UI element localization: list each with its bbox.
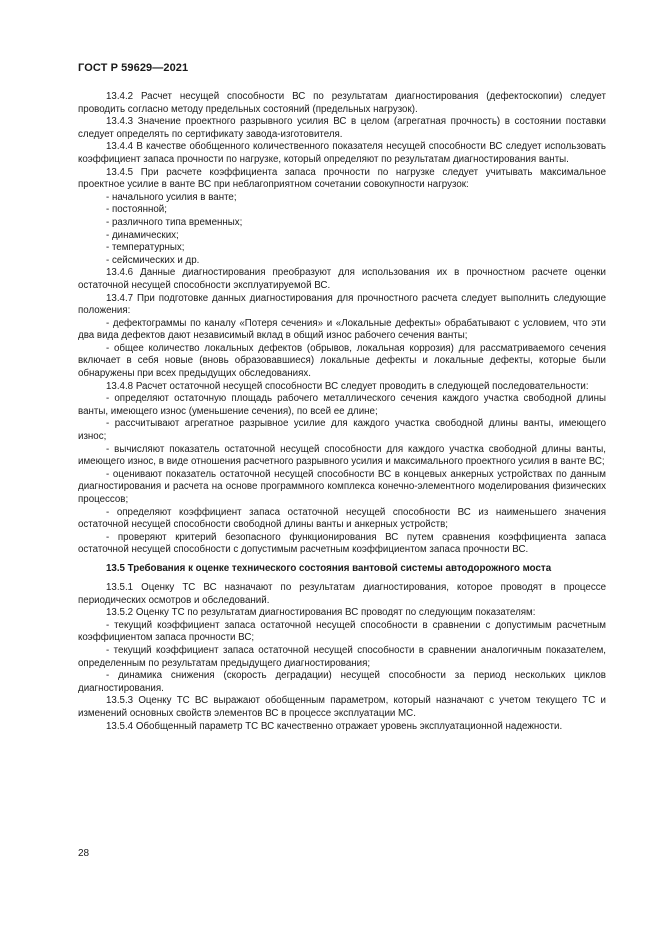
list-item: - оценивают показатель остаточной несущей способности ВС в концевых анкерных устройствах по данным диагностирования и расчета на основе программного комплекса конечно-элементного моделирования физических процессов; [78,468,606,505]
document-body [78,91,606,733]
list-item: - сейсмических и др. [106,254,200,266]
list-item: - температурных; [106,242,185,254]
list-item: - определяют остаточную площадь рабочего металлического сечения каждого участка свободной длины ванты, имеющего износ (уменьшение сечения), по всей ее длине; [78,393,606,417]
list-item: - рассчитывают агрегатное разрывное усилие для каждого участка свободной длины ванты, имеющего износ; [78,418,606,443]
section-heading: 13.5 Требования к оценке технического состояния вантовой системы автодорожного моста [106,563,552,575]
paragraph: 13.4.4 В качестве обобщенного количественного показателя несущей способности ВС следует использовать коэффициент запаса прочности по нагрузке, который определяют по результатам диагностирования ванты. [78,141,606,165]
list-item: - различного типа временных; [106,216,243,228]
paragraph: 13.4.3 Значение проектного разрывного усилия ВС в целом (агрегатная прочность) в состоянии поставки следует определять по сертификату завода-изготовителя. [78,116,606,140]
paragraph: 13.4.8 Расчет остаточной несущей способности ВС следует проводить в следующей последовательности: [106,380,589,392]
list-item: - дефектограммы по каналу «Потеря сечения» и «Локальные дефекты» обрабатывают с условием, что эти два вида дефектов дают независимый вклад в общий износ рабочего сечения ванты; [78,317,606,342]
document-header: ГОСТ Р 59629—2021 [78,62,189,74]
paragraph: 13.5.2 Оценку ТС по результатам диагностирования ВС проводят по следующим показателям: [106,607,536,619]
page-number: 28 [78,848,90,859]
paragraph: 13.5.4 Обобщенный параметр ТС ВС качественно отражает уровень эксплуатационной надежности. [106,720,563,732]
paragraph: 13.4.6 Данные диагностирования преобразуют для использования их в прочностном расчете оценки остаточной несущей способности эксплуатируемой ВС. [78,267,606,291]
list-item: - текущий коэффициент запаса остаточной несущей способности в сравнении с допустимым расчетным коэффициентом запаса прочности ВС; [78,619,606,644]
list-item: - текущий коэффициент запаса остаточной несущей способности в сравнении аналогичным показателем, определенным по результатам предыдущего диагностирования; [78,645,606,669]
paragraph: 13.5.1 Оценку ТС ВС назначают по результатам диагностирования, которое проводят в процессе периодических осмотров и обследований. [78,582,606,606]
list-item: - динамика снижения (скорость деградации) несущей способности за период нескольких циклов диагностирования. [78,670,606,694]
paragraph: 13.4.2 Расчет несущей способности ВС по результатам диагностирования (дефектоскопии) следует проводить согласно методу предельных состояний (предельных нагрузок). [78,91,606,115]
paragraph: 13.4.7 При подготовке данных диагностирования для прочностного расчета следует выполнить следующие положения: [78,292,606,317]
paragraph: 13.5.3 Оценку ТС ВС выражают обобщенным параметром, который назначают с учетом текущего ТС и изменений основных свойств элементов ВС в процессе эксплуатации МС. [78,695,606,719]
list-item: - вычисляют показатель остаточной несущей способности для каждого участка свободной длины ванты, имеющего износ, в виде отношения расчетного разрывного усилия и максимального проектного усилия в ванте ВС; [78,443,606,468]
list-item: - общее количество локальных дефектов (обрывов, локальная коррозия) для рассматриваемого сечения включает в себя новые (вновь образовавшиеся) локальные дефекты и локальные дефекты, которые были обнаружены при всех предыдущих обследованиях. [78,342,606,380]
paragraph: 13.4.5 При расчете коэффициента запаса прочности по нагрузке следует учитывать максимальное проектное усилие в ванте ВС при неблагоприятном сочетании совокупности нагрузок: [78,166,606,191]
list-item: - динамических; [106,229,179,241]
list-item: - начального усилия в ванте; [106,191,237,203]
list-item: - определяют коэффициент запаса остаточной несущей способности ВС из наименьшего значения остаточной несущей способности свободной длины ванты и анкерных устройств; [78,506,606,531]
list-item: - проверяют критерий безопасного функционирования ВС путем сравнения коэффициента запаса остаточной несущей способности с допустимым расчетным коэффициентом запаса прочности ВС. [78,531,606,556]
list-item: - постоянной; [106,204,167,216]
